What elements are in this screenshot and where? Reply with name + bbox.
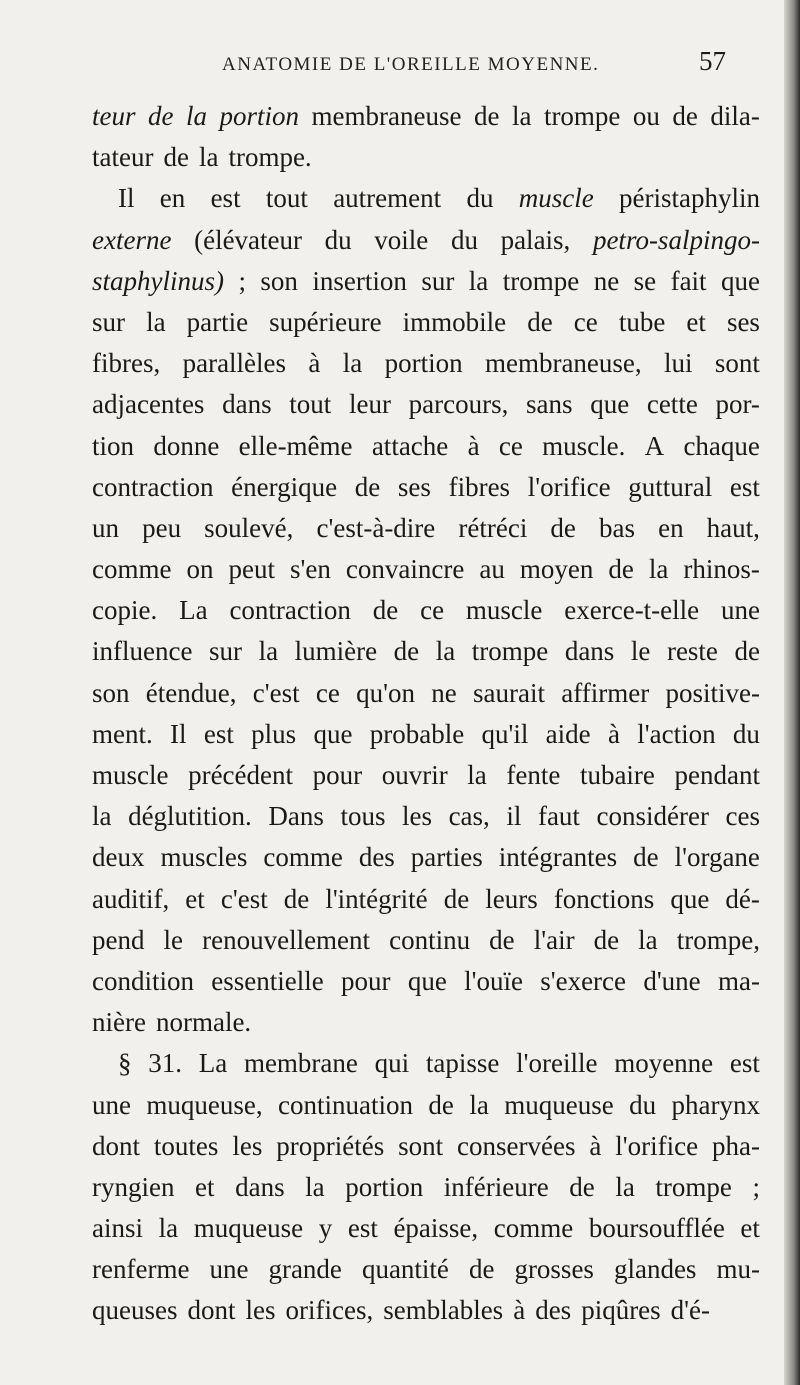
text-line [92, 796, 760, 837]
word: La [179, 595, 208, 626]
word: normale. [155, 1007, 252, 1038]
word: le [163, 924, 184, 955]
word: sont [714, 348, 760, 379]
word: membrane [243, 1048, 358, 1079]
word: portion [384, 348, 463, 379]
word: en [159, 183, 186, 214]
word: en [658, 512, 684, 543]
word: et [686, 306, 706, 337]
word: péristaphylin [619, 183, 760, 214]
text-line [92, 961, 760, 1002]
word: parties [410, 842, 483, 873]
word: muscle [92, 760, 169, 790]
word: 31. [148, 1048, 182, 1079]
word: externe [92, 224, 172, 255]
word: trompe [502, 265, 580, 296]
word: por- [715, 389, 760, 420]
word: Il [170, 718, 187, 749]
word: comme [263, 842, 343, 873]
word: fibres [448, 471, 511, 502]
word: chaque [683, 430, 760, 461]
word: fonctions [553, 883, 655, 914]
word: la [615, 1171, 635, 1202]
word: de [527, 306, 553, 337]
text-line [92, 590, 760, 631]
word: l'action [637, 718, 716, 749]
page-header [222, 46, 726, 80]
word: est [729, 471, 760, 502]
word: essentielle [211, 965, 324, 996]
word: peut [228, 554, 276, 585]
word: et [740, 1213, 760, 1244]
text-line [92, 96, 760, 137]
word: teur [92, 101, 136, 131]
word: l'intégrité [325, 883, 428, 914]
word: c'est [220, 883, 268, 914]
text-line [92, 343, 760, 384]
word: supérieure [269, 306, 382, 337]
word: nière [92, 1007, 146, 1038]
word: de [372, 595, 399, 626]
word: guttural [628, 471, 713, 502]
word: pendant [674, 760, 760, 790]
word: dans [235, 1171, 285, 1202]
word: toutes [153, 1130, 219, 1161]
word: de [593, 924, 620, 955]
word: l'orifice [615, 1130, 699, 1161]
word: à [607, 718, 620, 749]
word: sont [398, 1130, 444, 1161]
word: cette [646, 389, 698, 420]
word: sur [421, 265, 455, 296]
word: dans [222, 389, 272, 420]
word: son [260, 265, 298, 296]
word: renouvellement [202, 924, 371, 955]
running-title: ANATOMIE DE L'OREILLE MOYENNE. [222, 54, 600, 75]
word: à [513, 1295, 526, 1326]
word: deux [92, 842, 145, 873]
word: quantité [361, 1254, 449, 1285]
word: de [633, 842, 659, 873]
text-line [92, 137, 760, 178]
word: palais, [500, 224, 571, 255]
word: d'é- [670, 1295, 711, 1326]
word: muqueuse, [146, 1089, 263, 1120]
word: ses [726, 306, 760, 337]
word: est [203, 718, 234, 749]
text-line [92, 549, 760, 590]
word: ou [632, 101, 660, 131]
text-line [92, 467, 760, 508]
word: s'en [290, 554, 331, 585]
word: de [428, 1089, 454, 1120]
word: de [393, 636, 420, 667]
word: membraneuse, [484, 348, 642, 379]
word: moyen [519, 554, 594, 585]
word: les [245, 1295, 276, 1326]
word: parcours, [408, 389, 509, 420]
word: ment. [92, 718, 153, 749]
word: affirmer [561, 677, 650, 708]
word: mu- [716, 1254, 760, 1285]
word: continu [389, 924, 471, 955]
word: que [407, 965, 447, 996]
word: parallèles [182, 348, 287, 379]
word: il [506, 801, 522, 832]
word: épaisse, [393, 1213, 479, 1244]
word: muscle [465, 595, 543, 626]
text-line [92, 837, 760, 878]
word: y [318, 1213, 333, 1244]
word: la [185, 101, 207, 131]
word: la [467, 760, 487, 790]
word: de [489, 924, 515, 955]
text-line [92, 261, 760, 302]
word: et [185, 883, 205, 914]
word: aide [545, 718, 591, 749]
text-line [92, 220, 760, 261]
word: pour [312, 760, 363, 790]
word: étendue, [145, 677, 237, 708]
word: trompe [655, 1171, 732, 1202]
word: l'oreille [516, 1048, 598, 1079]
word: contraction [229, 595, 351, 626]
word: tous [340, 801, 386, 832]
word: ses [397, 471, 431, 502]
word: immobile [402, 306, 507, 337]
word: dont [187, 1295, 236, 1326]
word: la [258, 636, 279, 667]
word: leur [348, 389, 391, 420]
word: de [473, 101, 500, 131]
text-line [92, 714, 760, 755]
text-line [92, 384, 760, 425]
text-line [92, 920, 760, 961]
word: trompe, [676, 924, 760, 955]
word: intégrantes [498, 842, 618, 873]
word: sans [526, 389, 573, 420]
word: précédent [188, 760, 294, 790]
word: du [629, 1089, 657, 1120]
word: la [511, 101, 532, 131]
word: lui [664, 348, 693, 379]
word: l'orifice [527, 471, 611, 502]
word: membraneuse [311, 101, 462, 131]
word: du [324, 224, 352, 255]
text-line [92, 1208, 760, 1249]
word: la [468, 265, 489, 296]
text-line [92, 1290, 760, 1331]
word: ce [573, 306, 598, 337]
word: voile [374, 224, 429, 255]
word: comme [493, 1213, 574, 1244]
word: à [308, 348, 321, 379]
word: ainsi [92, 1213, 143, 1244]
word: de [468, 1254, 495, 1285]
word: est [210, 183, 241, 214]
word: sur [209, 636, 243, 667]
word: muscles [160, 842, 248, 873]
word: est [729, 1048, 760, 1079]
word: et [195, 1171, 215, 1202]
word: ce [420, 595, 445, 626]
word: tube [618, 306, 666, 337]
word: la [638, 924, 658, 955]
word: c'est [252, 677, 300, 708]
word: pharynx [671, 1089, 760, 1120]
word: condition [92, 965, 194, 996]
word: qu'il [481, 718, 529, 749]
word: la [146, 306, 166, 337]
word: contraction [92, 471, 214, 502]
word: peu [142, 512, 182, 543]
word: la [435, 636, 456, 667]
word: piqûres [581, 1295, 661, 1326]
word: dila- [710, 101, 760, 131]
word: qui [374, 1048, 410, 1079]
word: tubaire [579, 760, 655, 790]
word: dont [92, 1130, 141, 1161]
word: l'ouïe [464, 965, 523, 996]
word: staphylinus) [92, 265, 224, 296]
word: pha- [712, 1130, 760, 1161]
word: portion [345, 1171, 424, 1202]
word: tout [289, 389, 332, 420]
word: trompe. [228, 142, 312, 173]
word: conservées [457, 1130, 576, 1161]
word: des [535, 1295, 572, 1326]
word: soulevé, [204, 512, 294, 543]
word: ne [431, 677, 457, 708]
word: la [469, 1089, 489, 1120]
word: trompe [543, 101, 621, 131]
text-line [92, 302, 760, 343]
word: que [721, 265, 760, 296]
word: on [186, 554, 214, 585]
word: de [734, 636, 760, 667]
word: du [732, 718, 760, 749]
word: leurs [485, 883, 538, 914]
word: donne [153, 430, 220, 461]
word: la [342, 348, 363, 379]
word: attache [371, 430, 449, 461]
word: que [590, 389, 630, 420]
word: c'est-à-dire [316, 512, 436, 543]
word: la [305, 1171, 325, 1202]
word: la [198, 142, 219, 173]
word: énergique [231, 471, 338, 502]
word: les [402, 801, 433, 832]
word: de [163, 142, 189, 173]
word: déglutition. [128, 801, 252, 832]
word: muqueuse [193, 1213, 304, 1244]
word: orifices, [285, 1295, 374, 1326]
word: saurait [472, 677, 545, 708]
word: renferme [92, 1254, 190, 1285]
word: queuses [92, 1295, 178, 1326]
word: se [633, 265, 657, 296]
text-line [92, 1249, 760, 1290]
word: portion [219, 101, 300, 131]
word: de [283, 883, 310, 914]
text-line [92, 755, 760, 796]
word: rétréci [458, 512, 528, 543]
word: inférieure [443, 1171, 549, 1202]
text-line [92, 879, 760, 920]
word: du [466, 183, 494, 214]
word: une [721, 595, 760, 626]
word: insertion [312, 265, 407, 296]
text-line [92, 1043, 760, 1084]
word: de [608, 554, 634, 585]
word: adjacentes [92, 389, 205, 420]
word: tapisse [425, 1048, 500, 1079]
word: considérer [596, 801, 709, 832]
word: cas, [448, 801, 490, 832]
word: faut [537, 801, 580, 832]
word: pour [341, 965, 391, 996]
word: de [569, 1171, 595, 1202]
text-line [92, 508, 760, 549]
word: l'organe [674, 842, 760, 873]
word: muqueuse [504, 1089, 614, 1120]
word: dé- [725, 883, 760, 914]
word: positive- [665, 677, 760, 708]
word: ces [725, 801, 760, 832]
word: fait [670, 265, 707, 296]
word: (élévateur [194, 224, 303, 255]
word: qu'on [356, 677, 415, 708]
word: dans [564, 636, 615, 667]
word: fente [506, 760, 561, 790]
word: ouvrir [381, 760, 448, 790]
word: un [92, 512, 119, 543]
word: probable [369, 718, 465, 749]
word: ne [593, 265, 620, 296]
word: sur [92, 306, 125, 337]
word: que [670, 883, 710, 914]
word: exerce-t-elle [564, 595, 700, 626]
word: s'exerce [540, 965, 627, 996]
word: tateur [92, 142, 154, 173]
word: de [672, 101, 698, 131]
word: trompe [471, 636, 549, 667]
word: haut, [706, 512, 760, 543]
page-edge-shadow [784, 0, 800, 1385]
word: ma- [717, 965, 760, 996]
word: de [443, 883, 470, 914]
word: ; [238, 265, 246, 296]
text-line [92, 1085, 760, 1126]
word: copie. [92, 595, 158, 626]
word: boursoufflée [588, 1213, 725, 1244]
text-line [92, 1167, 760, 1208]
word: les [232, 1130, 263, 1161]
word: muscle. [542, 430, 626, 461]
text-line [92, 673, 760, 714]
word: continuation [278, 1089, 414, 1120]
word: à [589, 1130, 602, 1161]
text-line [92, 1002, 760, 1043]
word: muscle [518, 183, 594, 214]
word: rhinos- [683, 554, 760, 585]
word: grande [268, 1254, 342, 1285]
word: Il [118, 183, 135, 214]
word: grosses [514, 1254, 594, 1285]
text-line [92, 1126, 760, 1167]
word: reste [666, 636, 718, 667]
word: pend [92, 924, 145, 955]
word: Dans [268, 801, 324, 832]
word: plus [251, 718, 297, 749]
word: A [644, 430, 665, 461]
word: autrement [333, 183, 442, 214]
page-number: 57 [699, 46, 726, 76]
text-line [92, 631, 760, 672]
word: de [354, 471, 381, 502]
word: propriétés [276, 1130, 385, 1161]
word: tion [92, 430, 135, 461]
word: § [118, 1048, 132, 1079]
word: une [92, 1089, 131, 1120]
word: est [347, 1213, 378, 1244]
word: comme [92, 554, 172, 585]
word: semblables [383, 1295, 504, 1326]
word: ce [498, 430, 523, 461]
word: tout [265, 183, 308, 214]
word: glandes [613, 1254, 697, 1285]
word: que [313, 718, 353, 749]
word: des [358, 842, 395, 873]
word: son [92, 677, 130, 708]
word: influence [92, 636, 193, 667]
word: moyenne [614, 1048, 714, 1079]
word: convaincre [345, 554, 465, 585]
word: lumière [294, 636, 378, 667]
word: ryngien [92, 1171, 175, 1202]
word: La [198, 1048, 228, 1079]
word: la [92, 801, 112, 832]
word: auditif, [92, 883, 170, 914]
word: elle-même [238, 430, 353, 461]
word: ce [315, 677, 340, 708]
text-line [92, 178, 760, 219]
word: petro-salpingo- [592, 224, 760, 255]
word: une [209, 1254, 249, 1285]
word: partie [186, 306, 249, 337]
word: de [148, 101, 174, 131]
word: la [158, 1213, 179, 1244]
text-line [92, 426, 760, 467]
word: du [450, 224, 478, 255]
word: à [467, 430, 480, 461]
word: au [479, 554, 505, 585]
word: le [630, 636, 651, 667]
word: ; [752, 1171, 760, 1202]
body-text [92, 96, 760, 1332]
word: bas [599, 512, 635, 543]
word: de [550, 512, 576, 543]
word: la [648, 554, 669, 585]
word: d'une [643, 965, 701, 996]
word: l'air [533, 924, 575, 955]
word: fibres, [92, 348, 161, 379]
